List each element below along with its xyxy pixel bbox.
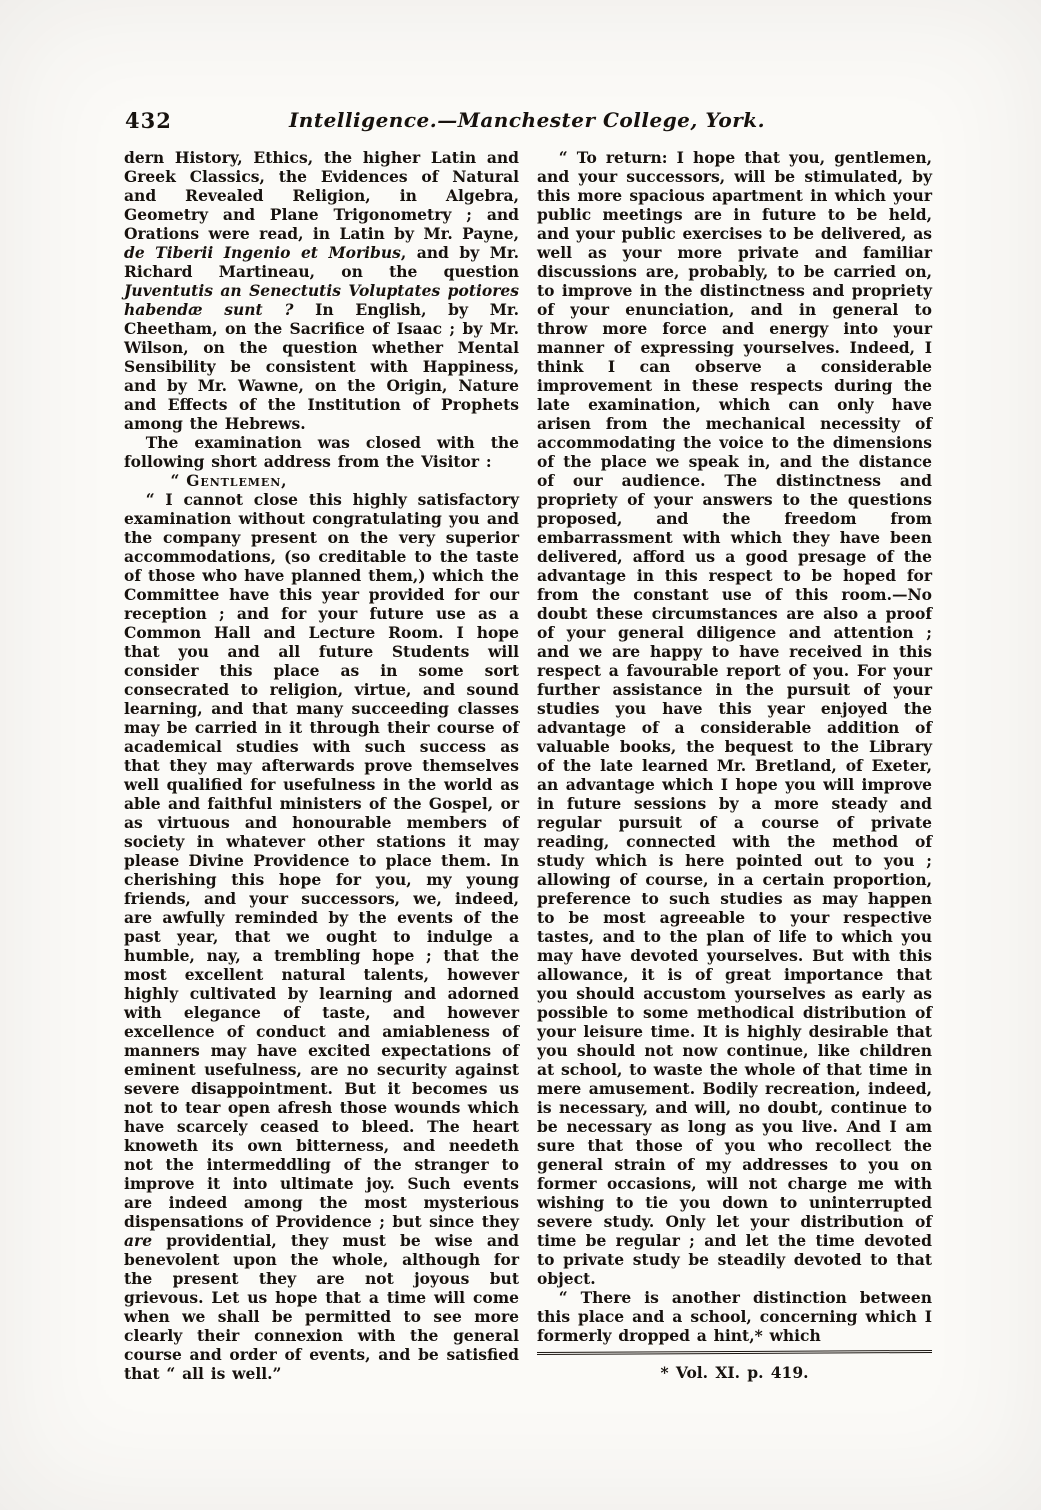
page-number: 432 xyxy=(125,108,172,133)
paragraph xyxy=(124,148,519,433)
text-columns xyxy=(124,148,932,1383)
text-segment: Juventutis an Senectutis Voluptates potiores habendæ sunt ? xyxy=(124,281,519,319)
footnote-rule xyxy=(537,1350,932,1355)
text-segment: “ I cannot close this highly satisfactory examination without congratulating you and the company present on the very superior accommodations, (so creditable to the taste of those who have planned them,) which the Committee have this year provided for our reception ; and for your future use as a Common Hall and Lecture Room. I hope that you and all future Students will consider this place as in some sort consecrated to religion, virtue, and sound learning, and that many succeeding classes may be carried in it through their course of academical studies with such success as that they may afterwards prove themselves well qualified for usefulness in the world as able and faithful ministers of the Gospel, or as virtuous and honourable members of society in whatever other stations it may please Divine Providence to place them. In cherishing this hope for you, my young friends, and your successors, we, indeed, are awfully reminded by the events of the past year, that we ought to indulge a humble, nay, a trembling hope ; that the most excellent natural talents, however highly cultivated by learning and adorned with elegance of taste, and however excellence of conduct and amiableness of manners may have excited expectations of eminent usefulness, are no security against severe disappointment. But it becomes us not to tear open afresh those wounds which have scarcely ceased to bleed. The heart knoweth its own bitterness, and needeth not the intermeddling of the stranger to improve it into ultimate joy. Such events are indeed among the most mysterious dispensations of Providence ; but since they xyxy=(124,490,519,1231)
text-segment: In English, by Mr. Cheetham, on the Sacrifice of Isaac ; by Mr. Wilson, on the question whether Mental Sensibility be consistent with Happiness, and by Mr. Wawne, on the Origin, Nature and Effects of the Institution of Prophets among the Hebrews. xyxy=(124,300,519,433)
left-column-paragraphs xyxy=(124,148,519,1383)
text-segment: “ There is another distinction between this place and a school, concerning which I formerly dropped a hint,* which xyxy=(537,1288,932,1345)
left-column xyxy=(124,148,519,1383)
footnote-block xyxy=(537,1351,932,1382)
page-header-title: Intelligence.—Manchester College, York. xyxy=(288,108,766,132)
text-segment: de Tiberii Ingenio et Moribus xyxy=(124,243,401,262)
paragraph xyxy=(124,471,519,490)
text-segment: “ To return: I hope that you, gentlemen, and your successors, will be stimulated, by this more spacious apartment in which your public meetings are in future to be held, and your public exercises to be delivered, as well as your more private and familiar discussions are, probably, to be carried on, to improve in the distinctness and propriety of your enunciation, and in general to throw more force and energy into your manner of expressing yourselves. Indeed, I think I can observe a considerable improvement in these respects during the late examination, which can only have arisen from the mechanical necessity of accommodating the voice to the dimensions of the place we speak in, and the distance of our audience. The distinctness and propriety of your answers to the questions proposed, and the freedom from embarrassment with which they have been delivered, afford us a good presage of the advantage in this respect to be hoped for from the constant use of this room.—No doubt these circumstances are also a proof of your general diligence and attention ; and we are happy to have received in this respect a favourable report of you. For your further assistance in the pursuit of your studies you have this year enjoyed the advantage of a considerable addition of valuable books, the bequest to the Library of the late learned Mr. Bretland, of Exeter, an advantage which I hope you will improve in future sessions by a more steady and regular pursuit of a course of private reading, connected with the method of study which is here pointed out to you ; allowing of course, in a certain proportion, preference to such studies as may happen to be most agreeable to your respective tastes, and to the plan of life to which you may have devoted yourselves. But with this allowance, it is of great importance that you should accustom yourselves as early as possible to some methodical distribution of your leisure time. It is highly desirable that you should not now continue, like children at school, to waste the whole of that time in mere amusement. Bodily recreation, indeed, is necessary, and will, no doubt, continue to be necessary as long as you live. And I am sure that those of you who recollect the general strain of my addresses to you on former occasions, will not charge me with wishing to tie you down to uninterrupted severe study. Only let your distribution of time be regular ; and let the time devoted to private study be steadily devoted to that object. xyxy=(537,148,932,1288)
text-segment: Gentlemen, xyxy=(186,471,288,490)
text-segment: dern History, Ethics, the higher Latin and Greek Classics, the Evidences of Natural and Revealed Religion, in Algebra, Geometry and Plane Trigonometry ; and Orations were read, in Latin by Mr. Payne, xyxy=(124,148,519,243)
right-column xyxy=(537,148,932,1383)
footnote: * Vol. XI. p. 419. xyxy=(660,1363,809,1382)
paragraph xyxy=(537,148,932,1288)
page-header xyxy=(125,108,929,138)
text-segment: providential, they must be wise and benevolent upon the whole, although for the present they are not joyous but grievous. Let us hope that a time will come when we shall be permitted to see more clearly their connexion with the general course and order of events, and be satisfied that “ all is well.” xyxy=(124,1231,519,1383)
right-column-paragraphs xyxy=(537,148,932,1345)
text-segment: “ xyxy=(170,471,187,490)
text-segment: , and by Mr. Richard Martineau, on the question xyxy=(124,243,519,281)
text-segment: The examination was closed with the following short address from the Visitor : xyxy=(124,433,519,471)
paragraph xyxy=(124,490,519,1383)
paragraph xyxy=(537,1288,932,1345)
paragraph xyxy=(124,433,519,471)
text-segment: are xyxy=(124,1231,153,1250)
